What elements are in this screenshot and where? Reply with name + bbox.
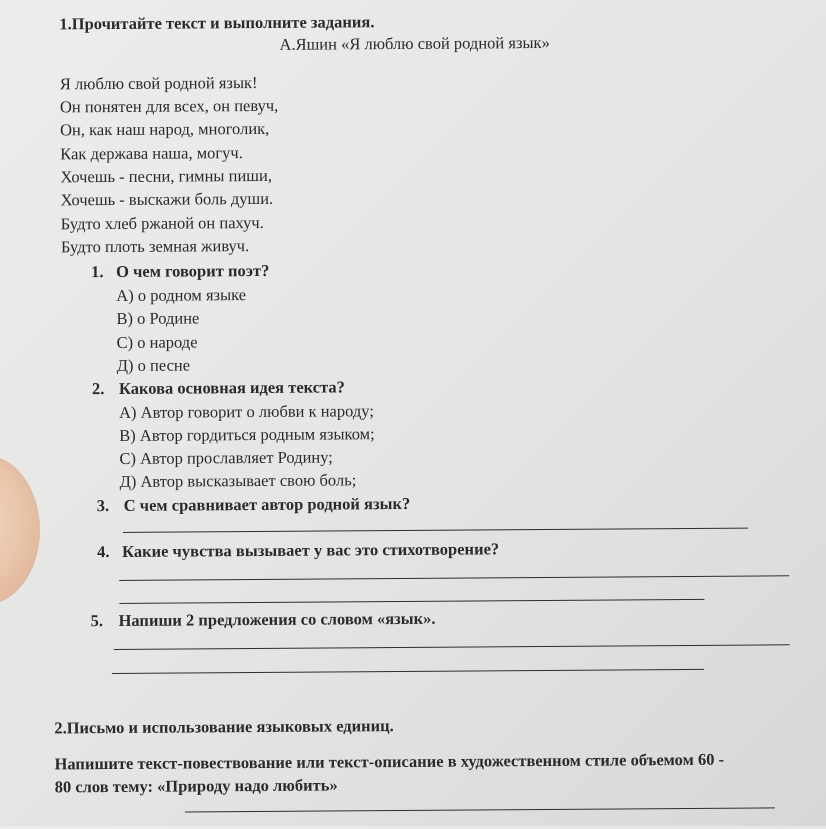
poem-line: Будто плоть земная живуч. [60,236,250,257]
poem-line: Хочешь - выскажи боль души. [60,188,274,210]
answer-option: Д) о песне [116,355,191,375]
question-number: 5. [90,611,103,631]
question-number: 3. [96,496,110,516]
question-number: 4. [96,542,110,562]
poem-source: А.Яшин «Я люблю свой родной язык» [279,32,550,54]
answer-option: В) о Родине [116,308,200,328]
answer-option: С) Автор прославляет Родину; [119,447,333,468]
poem-line: Я люблю свой родной язык! [59,72,258,94]
poem-line: Он, как наш народ, многолик, [60,118,270,140]
answer-option: В) Автор гордиться родным языком; [119,424,375,445]
question-2-text: Какова основная идея текста? [118,377,345,398]
question-number: 2. [91,379,105,399]
answer-option: А) о родном языке [116,285,247,305]
poem-line: Будто хлеб ржаной он пахуч. [60,212,264,234]
task2-title: 2.Письмо и использование языковых единиц. [54,716,394,738]
task1-title: 1.Прочитайте текст и выполните задания. [59,12,375,34]
question-4-text: Какие чувства вызывает у вас это стихотворение? [121,539,500,561]
question-5-text: Напиши 2 предложения со словом «язык». [118,608,436,630]
answer-line[interactable] [123,528,748,533]
question-1-text: О чем говорит поэт? [116,260,270,281]
answer-line[interactable] [112,669,704,674]
answer-line[interactable] [185,807,775,812]
poem-line: Хочешь - песни, гимны пиши, [60,165,272,187]
answer-line[interactable] [119,599,704,604]
task2-prompt-line1: Напишите текст-повествование или текст-описание в художественном стиле объемом 60 - [54,749,725,774]
answer-option: Д) Автор высказывает свою боль; [119,470,357,491]
poem-line: Как держава наша, могуч. [60,143,243,164]
answer-option: С) о народе [116,332,198,352]
task2-prompt-line2: 80 слов тему: «Природу надо любить» [54,775,338,797]
poem-line: Он понятен для всех, он певуч, [59,95,279,117]
answer-option: А) Автор говорит о любви к народу; [119,401,374,422]
question-3-text: С чем сравнивает автор родной язык? [123,493,411,515]
answer-line[interactable] [114,644,790,650]
answer-line[interactable] [119,575,789,581]
question-number: 1. [91,262,104,282]
